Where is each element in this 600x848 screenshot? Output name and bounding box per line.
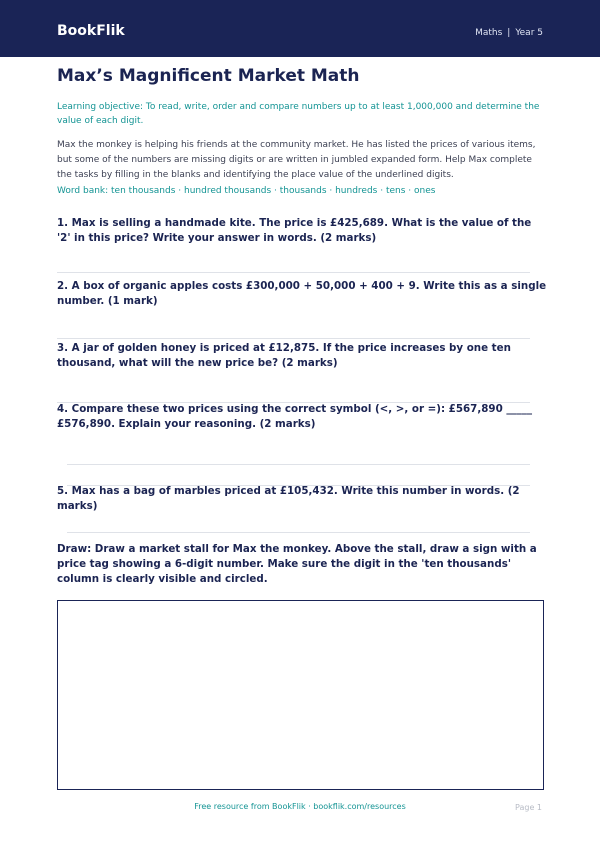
answer-line-4a[interactable] (67, 464, 530, 465)
answer-line-2[interactable] (57, 338, 530, 339)
question-5: 5. Max has a bag of marbles priced at £105,432. Write this number in words. (2 marks) (57, 485, 520, 512)
year-label: Year 5 (515, 28, 543, 38)
question-2: 2. A box of organic apples costs £300,000 + 50,000 + 400 + 9. Write this as a single number. (1 mark) (57, 280, 547, 307)
footer-credit: Free resource from BookFlik · bookflik.com/resources (194, 802, 406, 811)
learning-objective: Learning objective: To read, write, order and compare numbers up to at least 1,000,000 and determine the value of each digit. (57, 102, 540, 126)
question-3: 3. A jar of golden honey is priced at £12,875. If the price increases by one ten thousand, what will the new price be? (2 marks) (57, 342, 511, 369)
header-meta (475, 28, 543, 38)
brand-logo: BookFlik (57, 23, 125, 39)
answer-line-5[interactable] (67, 532, 530, 533)
question-1: 1. Max is selling a handmade kite. The price is £425,689. What is the value of the '2' in this price? Write your answer in words. (2 marks) (57, 217, 532, 244)
page-title: Max’s Magnificent Market Math (57, 66, 360, 86)
draw-instructions: Draw: Draw a market stall for Max the monkey. Above the stall, draw a sign with a price tag showing a 6-digit number. Make sure the digit in the 'ten thousands' column is clearly visible and circled. (57, 543, 537, 585)
header-separator: | (507, 28, 511, 38)
subject-label: Maths (475, 28, 503, 38)
intro-paragraph: Max the monkey is helping his friends at the community market. He has listed the prices of various items, but some of the numbers are missing digits or are written in jumbled expanded form. Help Max complete the tasks by filling in the blanks and identifying the place value of the underlined digits. (57, 140, 536, 180)
page-number: Page 1 (515, 803, 542, 812)
word-bank: Word bank: ten thousands · hundred thousands · thousands · hundreds · tens · ones (57, 186, 436, 196)
question-4: 4. Compare these two prices using the correct symbol (<, >, or =): £567,890 _____ £576,890. Explain your reasoning. (2 marks) (57, 403, 533, 430)
header-bar (0, 0, 600, 57)
drawing-area[interactable] (57, 600, 544, 790)
answer-line-1[interactable] (57, 272, 530, 273)
